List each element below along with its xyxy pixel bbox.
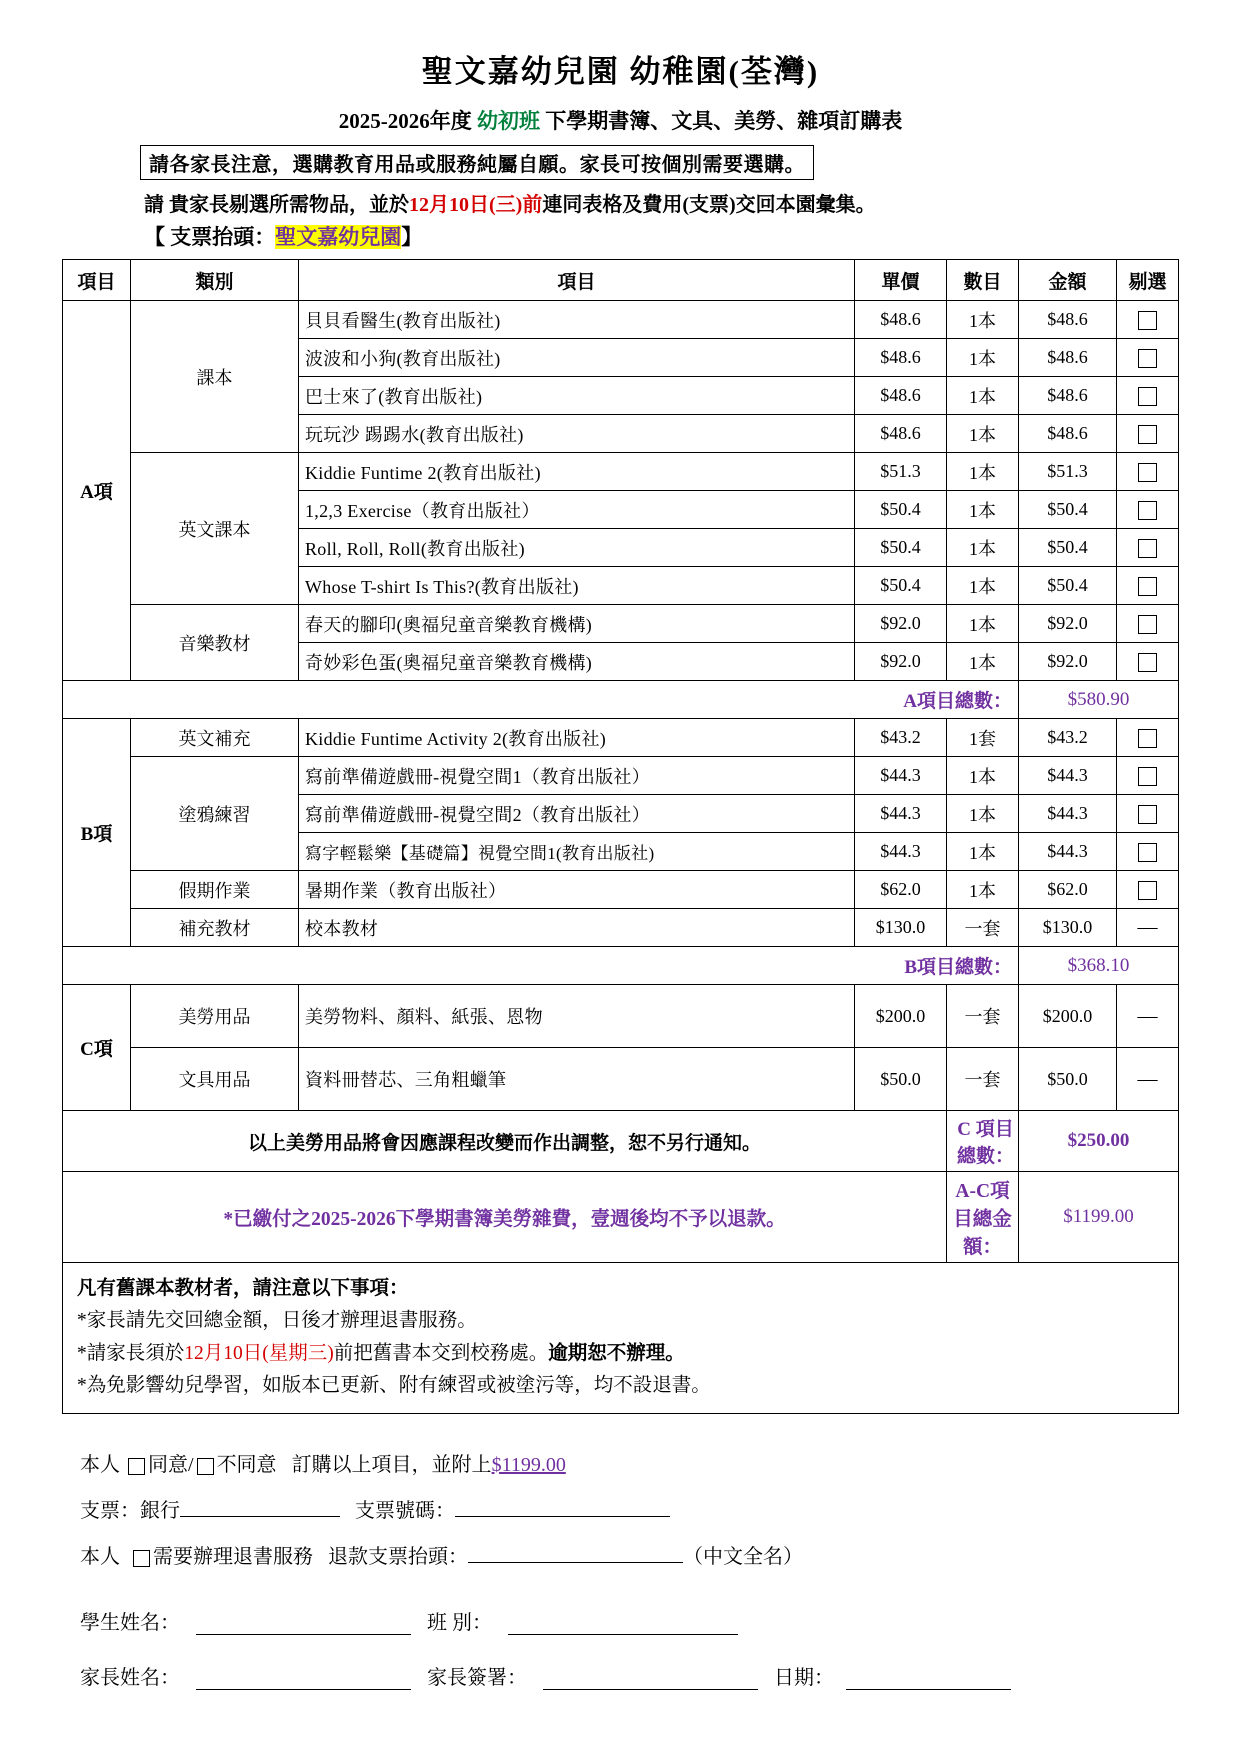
subtotal-row-c — [63, 1111, 1179, 1172]
item-name: 寫前準備遊戲冊-視覺空間1（教育出版社） — [299, 757, 855, 795]
item-name: 春天的腳印(奧福兒童音樂教育機構) — [299, 605, 855, 643]
grand-total-label: A-C項目總金額： — [947, 1172, 1019, 1263]
category-b4: 補充教材 — [131, 909, 299, 947]
deadline-line — [144, 188, 1179, 217]
item-price: $44.3 — [855, 833, 947, 871]
item-checkbox-cell[interactable] — [1117, 757, 1179, 795]
notice-box: 請各家長注意，選購教育用品或服務純屬自願。家長可按個別需要選購。 — [140, 145, 814, 180]
notice-row — [140, 145, 1179, 180]
student-name-input[interactable] — [196, 1615, 411, 1635]
item-qty: 1本 — [947, 757, 1019, 795]
item-amount: $48.6 — [1019, 377, 1117, 415]
item-checkbox-cell[interactable] — [1117, 415, 1179, 453]
item-checkbox-cell[interactable] — [1117, 529, 1179, 567]
item-amount: $48.6 — [1019, 339, 1117, 377]
subtotal-value-b: $368.10 — [1019, 947, 1179, 985]
payee-prefix: 【 支票抬頭： — [144, 225, 276, 249]
cheque-bank-label: 支票：銀行 — [80, 1500, 180, 1522]
payee-name: 聖文嘉幼兒園 — [275, 225, 402, 249]
item-amount: $50.4 — [1019, 491, 1117, 529]
item-qty: 1本 — [947, 871, 1019, 909]
item-price: $200.0 — [855, 985, 947, 1048]
select-checkbox[interactable] — [1138, 577, 1157, 596]
cheque-bank-input[interactable] — [180, 1498, 340, 1517]
item-name: 玩玩沙 踢踢水(教育出版社) — [299, 415, 855, 453]
item-amount: $50.0 — [1019, 1048, 1117, 1111]
item-qty: 1本 — [947, 833, 1019, 871]
item-amount: $44.3 — [1019, 757, 1117, 795]
category-c2: 文具用品 — [131, 1048, 299, 1111]
section-code-a: A項 — [63, 301, 131, 681]
item-qty: 1本 — [947, 567, 1019, 605]
remark-line-2b: 前把舊書本交到校務處。 — [333, 1342, 549, 1364]
subtotal-label-b: B項目總數： — [63, 947, 1019, 985]
item-qty: 1套 — [947, 719, 1019, 757]
select-checkbox[interactable] — [1138, 615, 1157, 634]
table-header-row — [63, 260, 1179, 301]
item-price: $130.0 — [855, 909, 947, 947]
item-name: Whose T-shirt Is This?(教育出版社) — [299, 567, 855, 605]
class-label: 班 別： — [427, 1612, 492, 1634]
category-b3: 假期作業 — [131, 871, 299, 909]
cheque-no-label: 支票號碼： — [355, 1500, 455, 1522]
select-checkbox[interactable] — [1138, 729, 1157, 748]
subtotal-value-c: $250.00 — [1019, 1111, 1179, 1172]
remark-line-1: *家長請先交回總金額，日後才辦理退書服務。 — [77, 1310, 477, 1332]
category-a2: 英文課本 — [131, 453, 299, 605]
grand-total-note: *已繳付之2025-2026下學期書簿美勞雜費，壹週後均不予以退款。 — [63, 1172, 947, 1263]
table-row — [63, 1048, 1179, 1111]
item-name: 奇妙彩色蛋(奧福兒童音樂教育機構) — [299, 643, 855, 681]
select-checkbox[interactable] — [1138, 881, 1157, 900]
col-header-price: 單價 — [855, 260, 947, 301]
select-checkbox[interactable] — [1138, 311, 1157, 330]
class-input[interactable] — [508, 1615, 738, 1635]
item-name: 資料冊替芯、三角粗蠟筆 — [299, 1048, 855, 1111]
item-qty: 1本 — [947, 605, 1019, 643]
refund-payee-input[interactable] — [468, 1544, 683, 1563]
item-amount: $48.6 — [1019, 415, 1117, 453]
col-header-select: 剔選 — [1117, 260, 1179, 301]
item-qty: 一套 — [947, 985, 1019, 1048]
deadline-text-a: 請 貴家長剔選所需物品，並於 — [144, 194, 409, 216]
section-c-footnote: 以上美勞用品將會因應課程改變而作出調整，恕不另行通知。 — [63, 1111, 947, 1172]
item-qty: 1本 — [947, 377, 1019, 415]
table-row — [63, 871, 1179, 909]
agree-amount: $1199.00 — [491, 1454, 566, 1476]
select-checkbox[interactable] — [1138, 653, 1157, 672]
page-title: 聖文嘉幼兒園 幼稚園(荃灣) — [421, 54, 820, 89]
subtotal-row-b — [63, 947, 1179, 985]
col-header-category: 類別 — [131, 260, 299, 301]
item-checkbox-cell[interactable] — [1117, 871, 1179, 909]
remark-line-2a: *請家長須於 — [77, 1342, 185, 1364]
item-amount: $51.3 — [1019, 453, 1117, 491]
grand-total-value: $1199.00 — [1019, 1172, 1179, 1263]
section-code-b: B項 — [63, 719, 131, 947]
item-name: 1,2,3 Exercise（教育出版社） — [299, 491, 855, 529]
item-qty: 1本 — [947, 415, 1019, 453]
remark-box — [62, 1263, 1179, 1414]
item-checkbox-cell[interactable] — [1117, 643, 1179, 681]
item-checkbox-cell[interactable] — [1117, 491, 1179, 529]
item-price: $50.4 — [855, 491, 947, 529]
col-header-amount: 金額 — [1019, 260, 1117, 301]
item-price: $62.0 — [855, 871, 947, 909]
item-checkbox-cell[interactable] — [1117, 339, 1179, 377]
item-price: $92.0 — [855, 605, 947, 643]
subtotal-label-a: A項目總數： — [63, 681, 1019, 719]
student-class-row — [62, 1606, 1179, 1635]
item-no-select: — — [1117, 909, 1179, 947]
select-checkbox[interactable] — [1138, 501, 1157, 520]
item-price: $43.2 — [855, 719, 947, 757]
select-checkbox[interactable] — [1138, 843, 1157, 862]
remark-line-2c: 逾期恕不辦理。 — [548, 1342, 685, 1364]
item-amount: $62.0 — [1019, 871, 1117, 909]
category-c1: 美勞用品 — [131, 985, 299, 1048]
item-price: $50.4 — [855, 567, 947, 605]
remark-line-3: *為免影響幼兒學習，如版本已更新、附有練習或被塗污等，均不設退書。 — [77, 1374, 711, 1396]
agree-prefix: 本人 — [80, 1454, 120, 1476]
col-header-qty: 數目 — [947, 260, 1019, 301]
subtotal-row-a — [63, 681, 1179, 719]
remark-line-2 — [77, 1339, 1164, 1368]
agree-row — [80, 1442, 1179, 1488]
subtotal-value-a: $580.90 — [1019, 681, 1179, 719]
select-checkbox[interactable] — [1138, 539, 1157, 558]
item-checkbox-cell[interactable] — [1117, 453, 1179, 491]
select-checkbox[interactable] — [1138, 805, 1157, 824]
item-qty: 一套 — [947, 1048, 1019, 1111]
item-qty: 1本 — [947, 491, 1019, 529]
item-qty: 1本 — [947, 339, 1019, 377]
agree-suffix: 訂購以上項目，並附上 — [291, 1454, 492, 1476]
item-name: Kiddie Funtime 2(教育出版社) — [299, 453, 855, 491]
item-amount: $44.3 — [1019, 833, 1117, 871]
item-checkbox-cell[interactable] — [1117, 605, 1179, 643]
item-qty: 一套 — [947, 909, 1019, 947]
item-amount: $92.0 — [1019, 605, 1117, 643]
item-price: $50.0 — [855, 1048, 947, 1111]
table-row — [63, 757, 1179, 795]
item-amount: $48.6 — [1019, 301, 1117, 339]
refund-payee-suffix: （中文全名） — [683, 1546, 803, 1568]
subtitle-year: 2025-2026年度 — [338, 109, 472, 133]
table-row — [63, 605, 1179, 643]
parent-sign-input[interactable] — [543, 1670, 758, 1690]
refund-prefix: 本人 — [80, 1546, 120, 1568]
item-price: $92.0 — [855, 643, 947, 681]
reply-slip — [62, 1442, 1179, 1580]
agree-label: 同意/ — [148, 1454, 194, 1476]
select-checkbox[interactable] — [1138, 349, 1157, 368]
section-code-c: C項 — [63, 985, 131, 1111]
item-name: 貝貝看醫生(教育出版社) — [299, 301, 855, 339]
item-amount: $50.4 — [1019, 529, 1117, 567]
item-amount: $130.0 — [1019, 909, 1117, 947]
item-name: Kiddie Funtime Activity 2(教育出版社) — [299, 719, 855, 757]
item-name: 巴士來了(教育出版社) — [299, 377, 855, 415]
table-row — [63, 985, 1179, 1048]
select-checkbox[interactable] — [1138, 463, 1157, 482]
item-qty: 1本 — [947, 795, 1019, 833]
item-qty: 1本 — [947, 529, 1019, 567]
item-amount: $43.2 — [1019, 719, 1117, 757]
item-amount: $92.0 — [1019, 643, 1117, 681]
item-checkbox-cell[interactable] — [1117, 719, 1179, 757]
category-b2: 塗鴉練習 — [131, 757, 299, 871]
payee-suffix: 】 — [401, 225, 423, 249]
select-checkbox[interactable] — [1138, 425, 1157, 444]
item-price: $50.4 — [855, 529, 947, 567]
item-checkbox-cell[interactable] — [1117, 567, 1179, 605]
item-qty: 1本 — [947, 643, 1019, 681]
item-amount: $44.3 — [1019, 795, 1117, 833]
remark-title: 凡有舊課本教材者，請注意以下事項： — [77, 1278, 409, 1299]
refund-checkbox[interactable] — [133, 1550, 150, 1567]
student-name-label: 學生姓名： — [80, 1612, 180, 1634]
table-row — [63, 719, 1179, 757]
date-input[interactable] — [846, 1670, 1011, 1690]
item-name: 寫前準備遊戲冊-視覺空間2（教育出版社） — [299, 795, 855, 833]
subtotal-label-c: C 項目總數： — [947, 1111, 1019, 1172]
item-name: 寫字輕鬆樂【基礎篇】視覺空間1(教育出版社) — [299, 833, 855, 871]
item-no-select: — — [1117, 1048, 1179, 1111]
parent-name-input[interactable] — [196, 1670, 411, 1690]
refund-row — [80, 1534, 1179, 1580]
item-name: 校本教材 — [299, 909, 855, 947]
remark-line-2-date: 12月10日(星期三) — [184, 1342, 334, 1364]
table-row — [63, 301, 1179, 339]
item-checkbox-cell[interactable] — [1117, 833, 1179, 871]
item-name: 波波和小狗(教育出版社) — [299, 339, 855, 377]
item-qty: 1本 — [947, 453, 1019, 491]
deadline-text-b: 連同表格及費用(支票)交回本園彙集。 — [542, 194, 876, 216]
item-price: $48.6 — [855, 339, 947, 377]
item-price: $48.6 — [855, 301, 947, 339]
item-checkbox-cell[interactable] — [1117, 795, 1179, 833]
item-name: Roll, Roll, Roll(教育出版社) — [299, 529, 855, 567]
table-row — [63, 453, 1179, 491]
agree-checkbox[interactable] — [128, 1458, 145, 1475]
grand-total-row — [63, 1172, 1179, 1263]
item-name: 暑期作業（教育出版社） — [299, 871, 855, 909]
item-qty: 1本 — [947, 301, 1019, 339]
date-label: 日期： — [774, 1667, 834, 1689]
subtitle-desc: 下學期書簿、文具、美勞、雜項訂購表 — [545, 109, 903, 133]
disagree-label: 不同意 — [216, 1454, 277, 1476]
item-no-select: — — [1117, 985, 1179, 1048]
item-checkbox-cell[interactable] — [1117, 301, 1179, 339]
subtitle-class: 幼初班 — [477, 109, 540, 133]
cheque-row — [80, 1488, 1179, 1534]
refund-label: 需要辦理退書服務 — [153, 1546, 313, 1568]
item-price: $51.3 — [855, 453, 947, 491]
select-checkbox[interactable] — [1138, 387, 1157, 406]
item-checkbox-cell[interactable] — [1117, 377, 1179, 415]
item-name: 美勞物料、顏料、紙張、恩物 — [299, 985, 855, 1048]
item-price: $44.3 — [855, 795, 947, 833]
category-a1: 課本 — [131, 301, 299, 453]
category-b1: 英文補充 — [131, 719, 299, 757]
order-table — [62, 259, 1179, 1263]
item-price: $44.3 — [855, 757, 947, 795]
col-header-section: 項目 — [63, 260, 131, 301]
col-header-item: 項目 — [299, 260, 855, 301]
subtitle — [62, 105, 1179, 135]
item-price: $48.6 — [855, 415, 947, 453]
item-price: $48.6 — [855, 377, 947, 415]
category-a3: 音樂教材 — [131, 605, 299, 681]
item-amount: $50.4 — [1019, 567, 1117, 605]
item-amount: $200.0 — [1019, 985, 1117, 1048]
payee-line — [144, 221, 1179, 251]
table-row — [63, 909, 1179, 947]
refund-payee-label: 退款支票抬頭： — [328, 1546, 468, 1568]
cheque-no-input[interactable] — [455, 1498, 670, 1517]
deadline-date: 12月10日(三)前 — [409, 194, 543, 216]
select-checkbox[interactable] — [1138, 767, 1157, 786]
parent-name-label: 家長姓名： — [80, 1667, 180, 1689]
parent-sign-row — [62, 1661, 1179, 1690]
disagree-checkbox[interactable] — [197, 1458, 214, 1475]
parent-sign-label: 家長簽署： — [427, 1667, 527, 1689]
